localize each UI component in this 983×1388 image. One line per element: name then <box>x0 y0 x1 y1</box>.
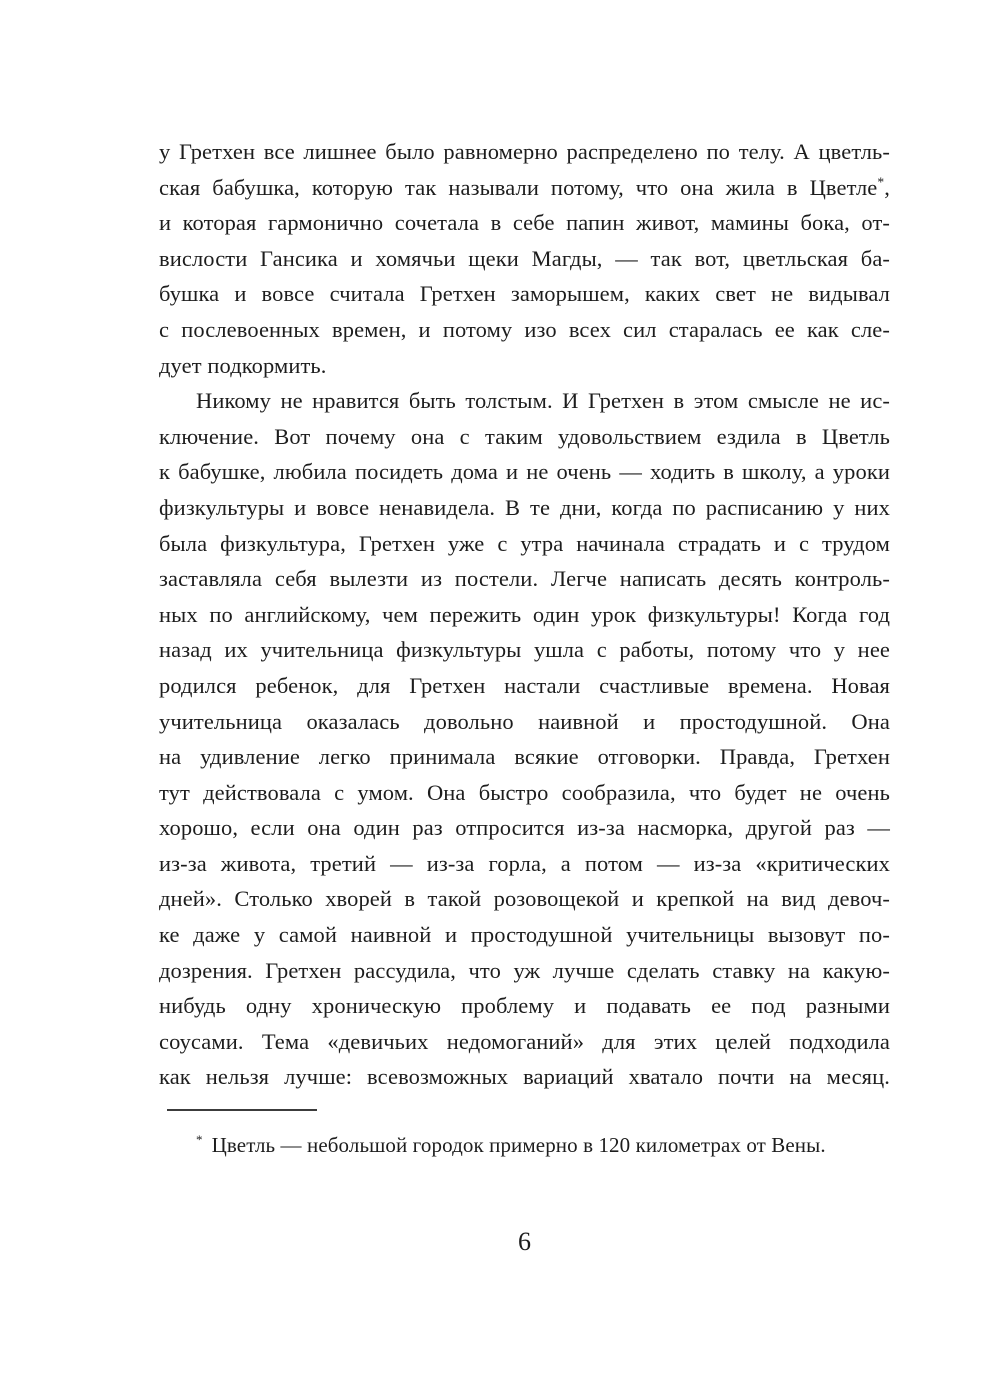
text-line: из-за живота, третий — из-за горла, а потом — из-за «критических <box>159 850 890 876</box>
text-line: родился ребенок, для Гретхен настали счастливые времена. Новая <box>159 672 890 698</box>
text-line: с послевоенных времен, и потому изо всех сил старалась ее как сле- <box>159 316 890 342</box>
text-line: ных по английскому, чем пережить один урок физкультуры! Когда год <box>159 601 890 627</box>
text-line: ке даже у самой наивной и простодушной учительницы вызовут по- <box>159 922 890 948</box>
paragraph <box>159 383 890 1095</box>
text-segment: ская бабушка, которую так называли потому, что она жила в Цветле <box>159 174 878 200</box>
text-line: хорошо, если она один раз отпросится из-за насморка, другой раз — <box>159 815 890 841</box>
text-line: назад их учительница физкультуры ушла с работы, потому что у нее <box>159 637 890 663</box>
text-line: учительница оказалась довольно наивной и простодушной. Она <box>159 708 890 734</box>
footnote-marker: * <box>196 1132 203 1147</box>
text-line: дозрения. Гретхен рассудила, что уж лучше сделать ставку на какую- <box>159 957 890 983</box>
text-line: как нельзя лучше: всевозможных вариаций хватало почти на месяц. <box>159 1064 890 1090</box>
text-line: у Гретхен все лишнее было равномерно распределено по телу. А цветль- <box>159 139 890 164</box>
footnote-divider <box>167 1109 317 1111</box>
text-line: тут действовала с умом. Она быстро сообразила, что будет не очень <box>159 779 890 805</box>
text-line: к бабушке, любила посидеть дома и не очень — ходить в школу, а уроки <box>159 459 890 485</box>
text-segment: , <box>884 174 890 200</box>
text-line: ключение. Вот почему она с таким удовольствием ездила в Цветль <box>159 423 890 449</box>
text-line: Никому не нравится быть толстым. И Гретхен в этом смысле не ис- <box>196 388 890 414</box>
text-line: на удивление легко принимала всякие отговорки. Правда, Гретхен <box>159 744 890 770</box>
page-number: 6 <box>518 1227 531 1256</box>
text-line: физкультуры и вовсе ненавидела. В те дни, когда по расписанию у них <box>159 494 890 520</box>
footnote-ref-asterisk: * <box>877 174 885 190</box>
text-line: нибудь одну хроническую проблему и подавать ее под разными <box>159 993 890 1019</box>
paragraph <box>159 134 890 383</box>
text-line <box>159 170 890 206</box>
text-line: дует подкормить. <box>159 352 327 378</box>
text-line: заставляла себя вылезти из постели. Легче написать десять контроль- <box>159 566 890 592</box>
footnote-text: Цветль — небольшой городок примерно в 120 километрах от Вены. <box>211 1133 826 1157</box>
body-text <box>159 134 890 1095</box>
text-line: бушка и вовсе считала Гретхен заморышем, каких свет не видывал <box>159 281 890 307</box>
text-line: была физкультура, Гретхен уже с утра начинала страдать и с трудом <box>159 530 890 556</box>
footnote <box>159 1130 890 1160</box>
text-line: вислости Гансика и хомячьи щеки Магды, — так вот, цветльская ба- <box>159 245 890 271</box>
text-line: и которая гармонично сочетала в себе папин живот, мамины бока, от- <box>159 210 890 236</box>
text-line: дней». Столько хворей в такой розовощекой и крепкой на вид девоч- <box>159 886 890 912</box>
text-line: соусами. Тема «девичьих недомоганий» для этих целей подходила <box>159 1028 890 1054</box>
